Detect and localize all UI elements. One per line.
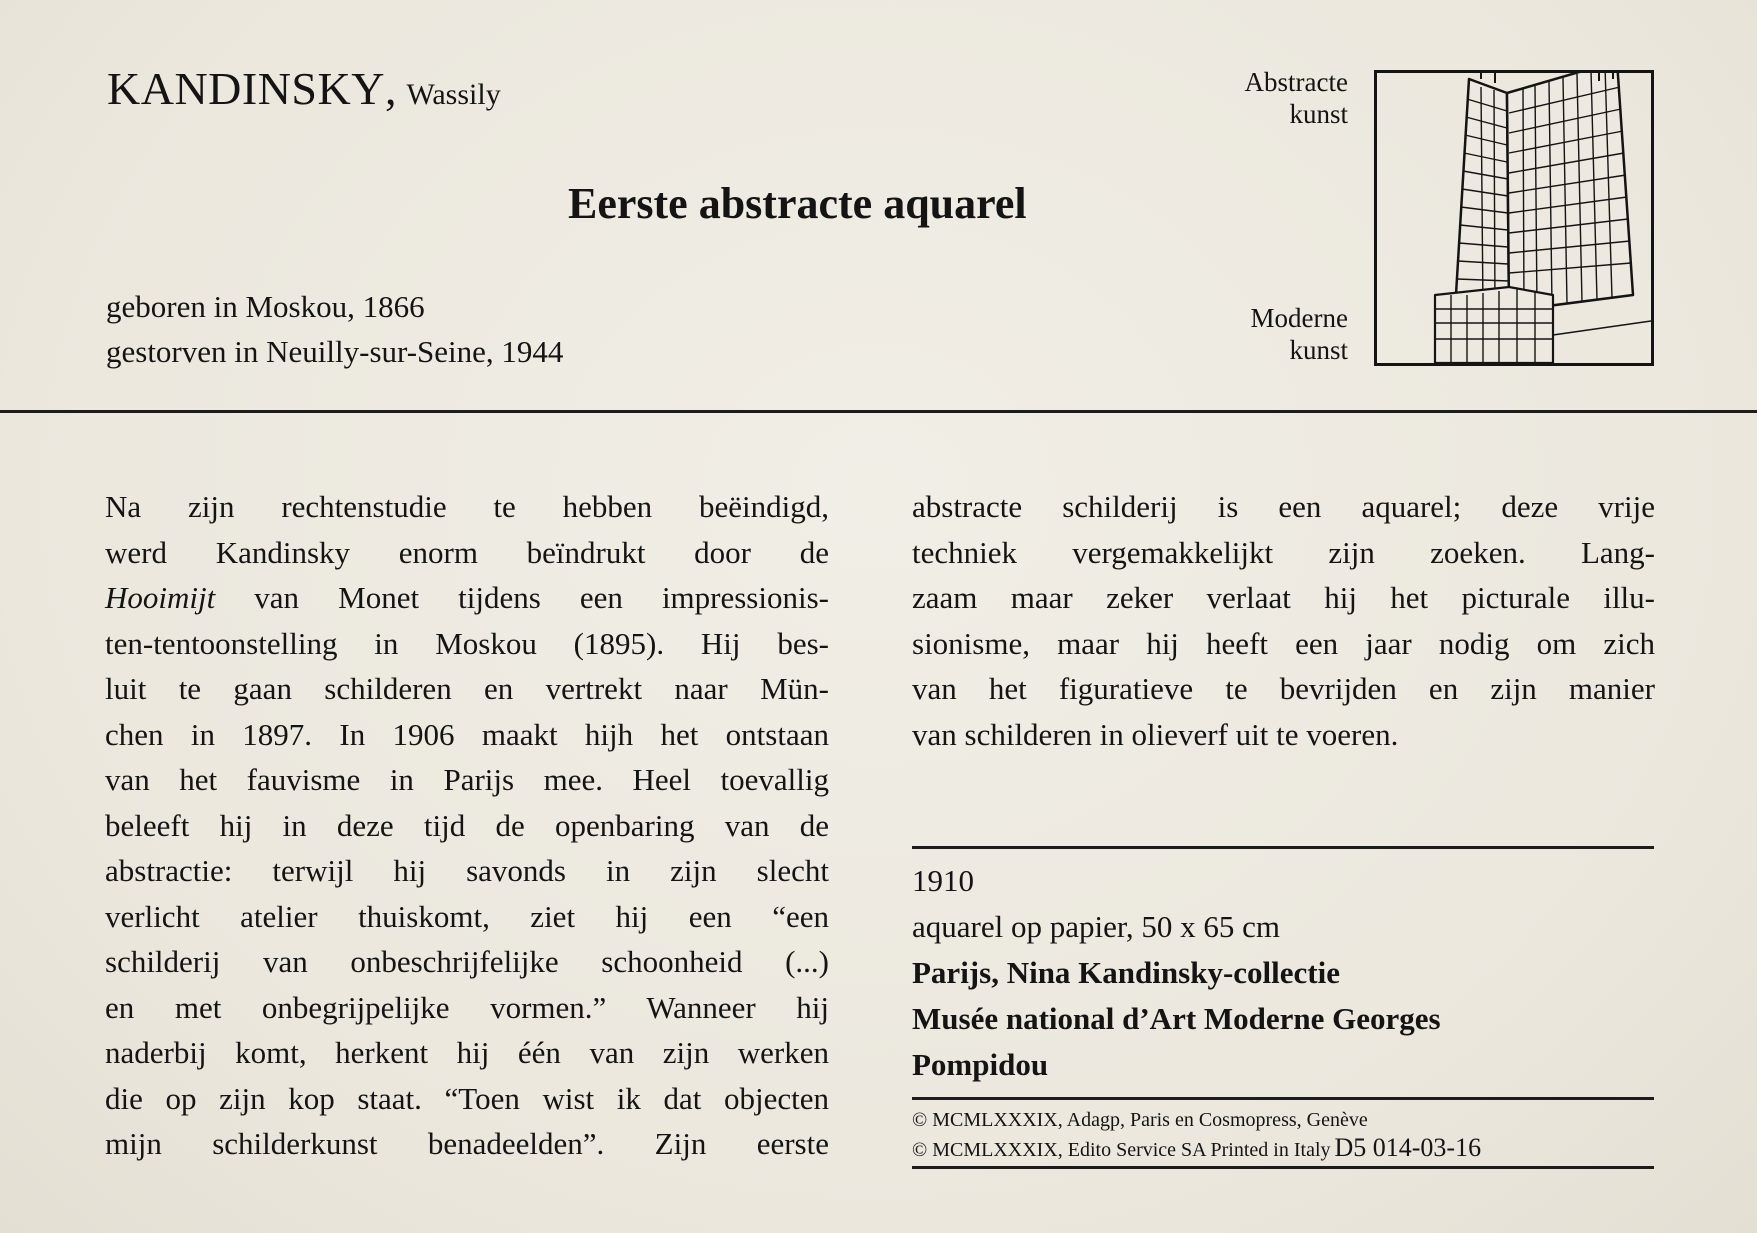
text-line: techniek vergemakkelijkt zijn zoeken. Lang- xyxy=(912,534,1655,570)
text-line: sionisme, maar hij heeft een jaar nodig om zich xyxy=(912,625,1655,661)
text-line: abstracte schilderij is een aquarel; deze vrije xyxy=(912,489,1655,524)
info-top-rule xyxy=(912,846,1654,849)
death-info: gestorven in Neuilly-sur-Seine, 1944 xyxy=(106,334,564,369)
text-line: naderbij komt, herkent hij één van zijn werken xyxy=(105,1035,829,1070)
text-line: werd Kandinsky enorm beïndrukt door de xyxy=(105,534,829,570)
artist-surname: KANDINSKY xyxy=(107,63,385,114)
category-bottom-line1: Moderne xyxy=(1250,303,1348,333)
category-top-line2: kunst xyxy=(1289,99,1348,129)
artwork-museum-line2: Pompidou xyxy=(912,1047,1049,1082)
artwork-info xyxy=(912,858,1441,1088)
birth-info: geboren in Moskou, 1866 xyxy=(106,289,425,324)
text-column-left xyxy=(105,484,829,1167)
artwork-collection: Parijs, Nina Kandinsky-collectie xyxy=(912,955,1340,990)
text-line: en met onbegrijpelijke vormen.” Wanneer hij xyxy=(105,989,829,1025)
category-bottom xyxy=(1200,302,1348,366)
text-line-rest: van Monet tijdens een impressionis- xyxy=(215,580,829,615)
category-emblem xyxy=(1374,70,1654,366)
artist-firstname: Wassily xyxy=(406,78,501,111)
copyright-line2-text: © MCMLXXXIX, Edito Service SA Printed in Italy xyxy=(912,1139,1331,1161)
category-top-line1: Abstracte xyxy=(1244,67,1348,97)
artwork-medium: aquarel op papier, 50 x 65 cm xyxy=(912,909,1281,944)
artist-comma: , xyxy=(384,63,397,114)
category-top xyxy=(1200,66,1348,130)
text-line: Na zijn rechtenstudie te hebben beëindigd, xyxy=(105,489,829,524)
copyright-block xyxy=(912,1107,1654,1164)
text-line: schilderij van onbeschrijfelijke schoonheid (...) xyxy=(105,944,829,979)
italic-title: Hooimijt xyxy=(105,580,216,615)
work-title: Eerste abstracte aquarel xyxy=(568,179,1027,228)
header-divider xyxy=(0,410,1757,413)
copyright-line1: © MCMLXXXIX, Adagp, Paris en Cosmopress, Genève xyxy=(912,1109,1368,1131)
artwork-museum-line1: Musée national d’Art Moderne Georges xyxy=(912,1001,1441,1036)
text-line: chen in 1897. In 1906 maakt hijh het ontstaan xyxy=(105,716,829,752)
text-line: zaam maar zeker verlaat hij het picturale illu- xyxy=(912,580,1655,615)
text-line: ten-tentoonstelling in Moskou (1895). Hij bes- xyxy=(105,625,829,661)
text-line: beleeft hij in deze tijd de openbaring van de xyxy=(105,807,829,843)
copyright-line2 xyxy=(912,1134,1654,1164)
copyright-top-rule xyxy=(912,1097,1654,1100)
text-line: abstractie: terwijl hij savonds in zijn slecht xyxy=(105,853,829,888)
text-line: van het figuratieve te bevrijden en zijn manier xyxy=(912,671,1655,706)
text-line: mijn schilderkunst benadeelden”. Zijn eerste xyxy=(105,1126,829,1161)
text-line: die op zijn kop staat. “Toen wist ik dat objecten xyxy=(105,1080,829,1116)
text-line: van het fauvisme in Parijs mee. Heel toevallig xyxy=(105,762,829,797)
artwork-year: 1910 xyxy=(912,863,974,898)
artist-bio xyxy=(106,284,563,374)
text-column-right xyxy=(912,484,1655,757)
category-bottom-line2: kunst xyxy=(1289,335,1348,365)
text-line: van schilderen in olieverf uit te voeren. xyxy=(912,716,1399,752)
text-line: luit te gaan schilderen en vertrekt naar Mün- xyxy=(105,671,829,706)
text-line-with-italic xyxy=(105,575,829,621)
copyright-bottom-rule xyxy=(912,1166,1654,1169)
skyscraper-icon xyxy=(1377,73,1651,363)
text-line: verlicht atelier thuiskomt, ziet hij een “een xyxy=(105,898,829,934)
catalog-code: D5 014-03-16 xyxy=(1334,1133,1482,1162)
artist-name xyxy=(107,62,501,115)
